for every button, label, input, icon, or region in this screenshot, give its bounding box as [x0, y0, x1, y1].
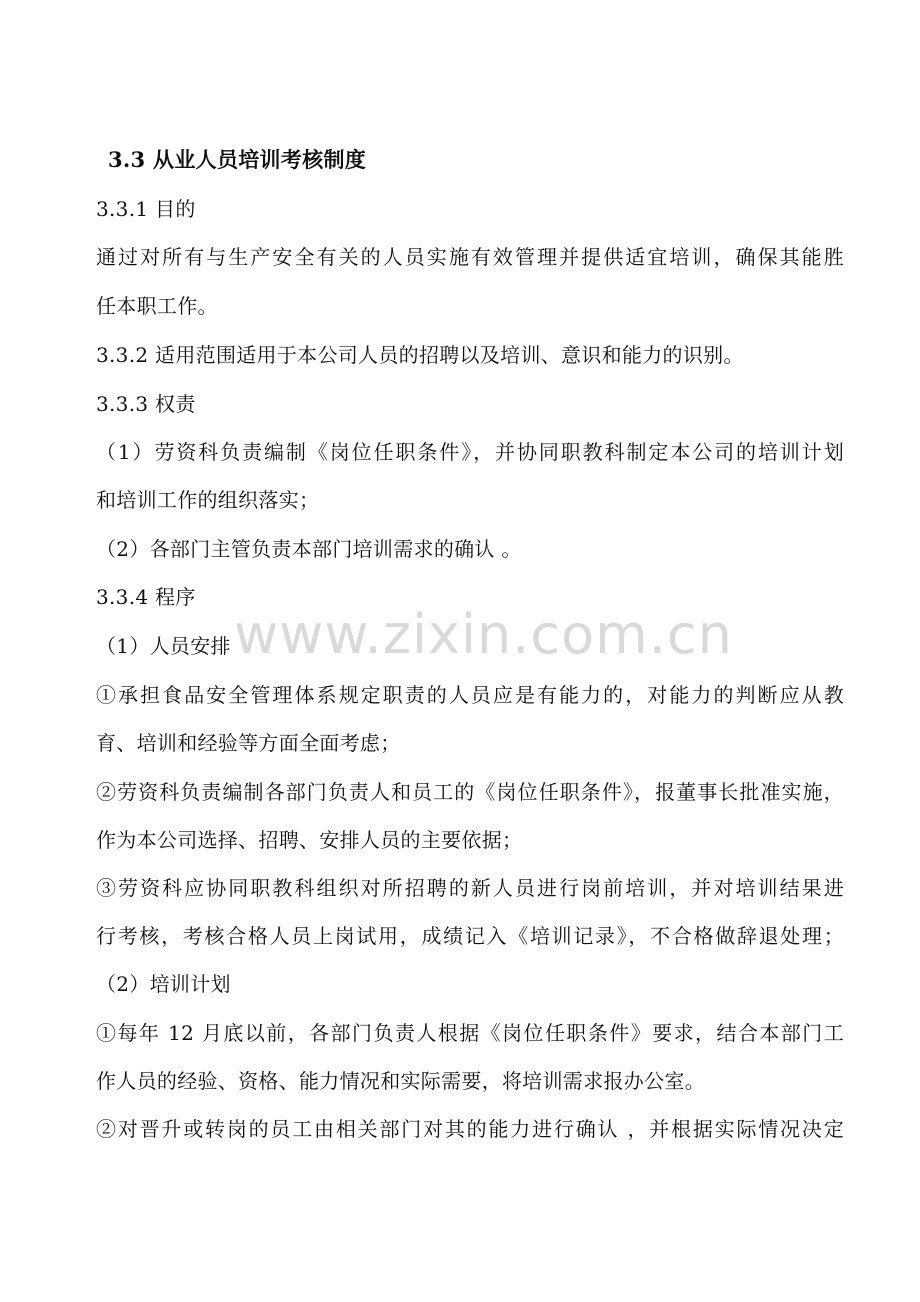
subsection-purpose: 3.3.1 目的: [96, 197, 196, 221]
list-heading: （1）人员安排: [96, 634, 231, 658]
list-heading: （2）培训计划: [96, 972, 231, 996]
paragraph-line: ②对晋升或转岗的员工由相关部门对其的能力进行确认 ，并根据实际情况决定: [96, 1117, 844, 1141]
paragraph-line: 通过对所有与生产安全有关的人员实施有效管理并提供适宜培训，确保其能胜: [96, 245, 844, 269]
paragraph-line: （1）劳资科负责编制《岗位任职条件》，并协同职教科制定本公司的培训计划: [96, 440, 844, 464]
paragraph-line: 行考核，考核合格人员上岗试用，成绩记入《培训记录》，不合格做辞退处理；: [96, 924, 844, 948]
subsection-responsibility: 3.3.3 权责: [96, 392, 196, 416]
paragraph-line: ②劳资科负责编制各部门负责人和员工的《岗位任职条件》，报董事长批准实施，: [96, 780, 844, 804]
paragraph-line: 育、培训和经验等方面全面考虑；: [96, 731, 401, 755]
paragraph-line: 和培训工作的组织落实；: [96, 488, 320, 512]
subsection-scope: 3.3.2 适用范围适用于本公司人员的招聘以及培训、意识和能力的识别。: [96, 343, 744, 367]
paragraph-line: （2）各部门主管负责本部门培训需求的确认 。: [96, 537, 522, 561]
paragraph-line: ③劳资科应协同职教科组织对所招聘的新人员进行岗前培训，并对培训结果进: [96, 876, 844, 900]
paragraph-line: 作为本公司选择、招聘、安排人员的主要依据；: [96, 828, 523, 852]
paragraph-line: ①承担食品安全管理体系规定职责的人员应是有能力的，对能力的判断应从教: [96, 683, 844, 707]
paragraph-line: 任本职工作。: [96, 294, 218, 318]
paragraph-line: 作人员的经验、资格、能力情况和实际需要，将培训需求报办公室。: [96, 1069, 705, 1093]
watermark: www.zixin.com.cn: [234, 603, 733, 666]
subsection-procedure: 3.3.4 程序: [96, 585, 196, 609]
paragraph-line: ①每年 12 月底以前，各部门负责人根据《岗位任职条件》要求，结合本部门工: [96, 1021, 844, 1045]
section-heading: 3.3 从业人员培训考核制度: [108, 147, 367, 172]
